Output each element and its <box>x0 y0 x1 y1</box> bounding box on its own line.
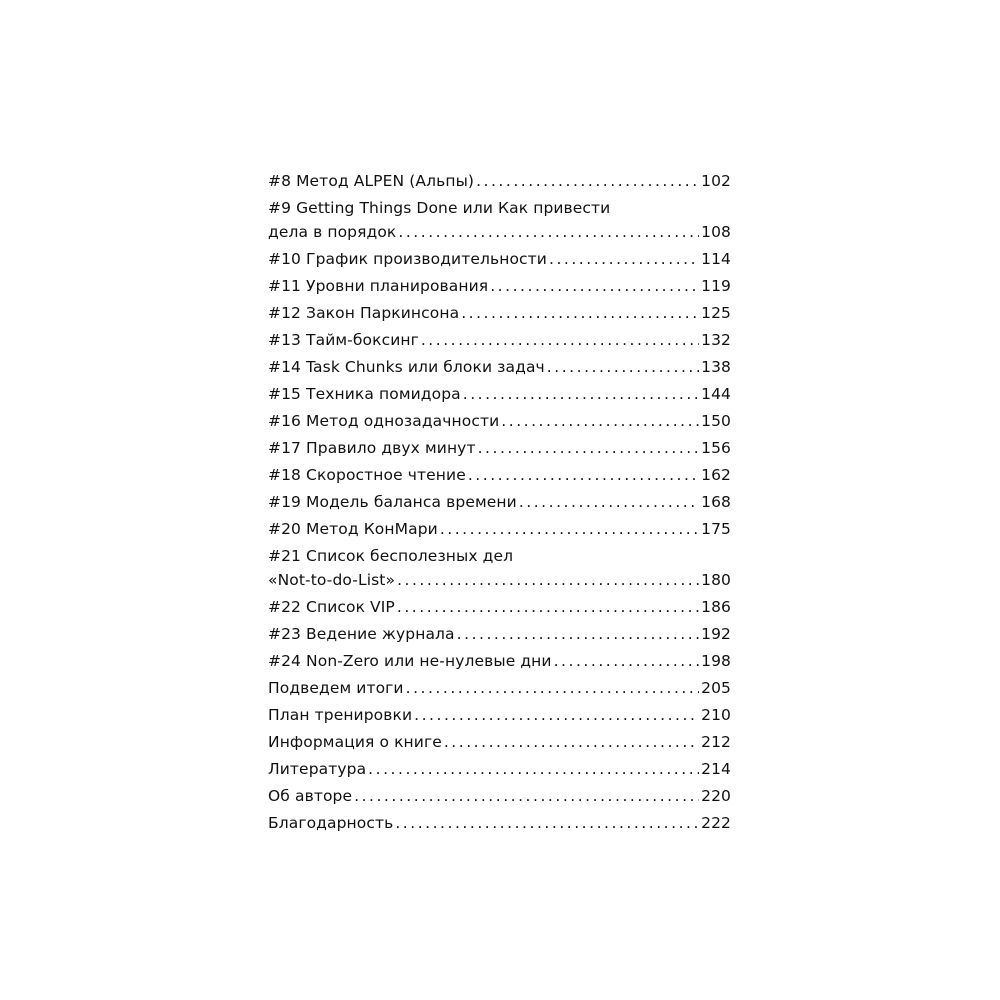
toc-entry-line <box>268 436 731 460</box>
toc-entry-line <box>268 730 731 754</box>
toc-entry-line <box>268 649 731 673</box>
toc-entry <box>268 169 731 193</box>
toc-entry-title: Подведем итоги <box>268 679 404 697</box>
toc-page-number: 108 <box>701 223 731 241</box>
toc-entry-title: #13 Тайм-боксинг <box>268 331 419 349</box>
toc-entry <box>268 274 731 298</box>
toc-entry <box>268 328 731 352</box>
toc-entry-title: Литература <box>268 760 367 778</box>
toc-entry-line <box>268 169 731 193</box>
toc-page-number: 214 <box>701 760 731 778</box>
toc-page-number: 162 <box>701 466 731 484</box>
toc-entry-title: #15 Техника помидора <box>268 385 461 403</box>
toc-entry-line <box>268 595 731 619</box>
toc-entry-line <box>268 328 731 352</box>
toc-entry-line <box>268 568 731 592</box>
toc-entry-title: #11 Уровни планирования <box>268 277 489 295</box>
dot-leader <box>397 568 699 592</box>
dot-leader <box>414 703 699 727</box>
toc-entry <box>268 676 731 700</box>
toc-entry-title: #16 Метод однозадачности <box>268 412 500 430</box>
toc-entry-title: дела в порядок <box>268 223 397 241</box>
toc-entry <box>268 811 731 835</box>
dot-leader <box>444 730 699 754</box>
toc-page-number: 102 <box>701 172 731 190</box>
toc-page-number: 180 <box>701 571 731 589</box>
toc-entry-title: Информация о книге <box>268 733 442 751</box>
toc-page-number: 198 <box>701 652 731 670</box>
toc-page-number: 114 <box>701 250 731 268</box>
toc-entry-line <box>268 703 731 727</box>
toc-entry-title: #18 Скоростное чтение <box>268 466 466 484</box>
toc-page-number: 156 <box>701 439 731 457</box>
toc-entry-line <box>268 274 731 298</box>
toc-page-number: 168 <box>701 493 731 511</box>
toc-entry-line <box>268 490 731 514</box>
toc-entry-title: #14 Task Chunks или блоки задач <box>268 358 545 376</box>
toc-page-number: 220 <box>701 787 731 805</box>
dot-leader <box>549 247 699 271</box>
toc-page-number: 210 <box>701 706 731 724</box>
dot-leader <box>463 382 699 406</box>
toc-entry <box>268 784 731 808</box>
toc-page-number: 138 <box>701 358 731 376</box>
dot-leader <box>406 676 700 700</box>
dot-leader <box>461 301 699 325</box>
toc-page-number: 119 <box>701 277 731 295</box>
toc-entry <box>268 757 731 781</box>
dot-leader <box>476 169 699 193</box>
toc-entry <box>268 382 731 406</box>
dot-leader <box>519 490 699 514</box>
toc-entry-title: #22 Список VIP <box>268 598 395 616</box>
toc-page-number: 144 <box>701 385 731 403</box>
toc-page-number: 150 <box>701 412 731 430</box>
dot-leader <box>554 649 700 673</box>
table-of-contents <box>268 169 731 838</box>
dot-leader <box>440 517 699 541</box>
toc-entry-title: #12 Закон Паркинсона <box>268 304 460 322</box>
toc-page-number: 205 <box>701 679 731 697</box>
toc-entry <box>268 622 731 646</box>
toc-entry-line <box>268 463 731 487</box>
toc-entry-line <box>268 622 731 646</box>
toc-entry-line <box>268 247 731 271</box>
toc-entry-line <box>268 355 731 379</box>
toc-entry-title: План тренировки <box>268 706 413 724</box>
toc-entry-line <box>268 676 731 700</box>
toc-page-number: 222 <box>701 814 731 832</box>
dot-leader <box>547 355 699 379</box>
toc-entry-line <box>268 811 731 835</box>
toc-entry <box>268 355 731 379</box>
toc-entry <box>268 730 731 754</box>
toc-entry <box>268 301 731 325</box>
toc-entry <box>268 544 731 592</box>
toc-entry-title: #17 Правило двух минут <box>268 439 476 457</box>
toc-entry-title: «Not-to-do-List» <box>268 571 396 589</box>
dot-leader <box>397 595 699 619</box>
dot-leader <box>478 436 700 460</box>
toc-page-number: 132 <box>701 331 731 349</box>
dot-leader <box>395 811 699 835</box>
toc-entry-line <box>268 409 731 433</box>
toc-page-number: 186 <box>701 598 731 616</box>
toc-entry-title-line: #21 Список бесполезных дел <box>268 547 514 565</box>
toc-entry <box>268 649 731 673</box>
dot-leader <box>368 757 699 781</box>
toc-page-number: 212 <box>701 733 731 751</box>
dot-leader <box>501 409 699 433</box>
toc-entry-title: Благодарность <box>268 814 394 832</box>
toc-entry-title: #24 Non-Zero или не-нулевые дни <box>268 652 552 670</box>
dot-leader <box>468 463 699 487</box>
toc-entry-title: #19 Модель баланса времени <box>268 493 517 511</box>
dot-leader <box>398 220 699 244</box>
toc-entry-line <box>268 301 731 325</box>
toc-entry <box>268 595 731 619</box>
toc-entry-line <box>268 517 731 541</box>
toc-entry <box>268 247 731 271</box>
toc-entry <box>268 490 731 514</box>
toc-page-number: 192 <box>701 625 731 643</box>
toc-entry-title: #10 График производительности <box>268 250 547 268</box>
toc-page-number: 125 <box>701 304 731 322</box>
dot-leader <box>354 784 699 808</box>
toc-entry-title: #8 Метод ALPEN (Альпы) <box>268 172 475 190</box>
toc-entry-line <box>268 784 731 808</box>
toc-entry-line <box>268 382 731 406</box>
toc-entry-title: #20 Метод КонМари <box>268 520 438 538</box>
toc-entry-line <box>268 220 731 244</box>
dot-leader <box>421 328 699 352</box>
toc-entry-line <box>268 757 731 781</box>
toc-entry <box>268 463 731 487</box>
toc-entry <box>268 703 731 727</box>
toc-entry-title: #23 Ведение журнала <box>268 625 455 643</box>
toc-entry-title-line: #9 Getting Things Done или Как привести <box>268 199 611 217</box>
toc-entry <box>268 196 731 244</box>
toc-entry-title: Об авторе <box>268 787 353 805</box>
toc-entry <box>268 409 731 433</box>
dot-leader <box>490 274 699 298</box>
toc-entry <box>268 517 731 541</box>
dot-leader <box>457 622 699 646</box>
toc-page-number: 175 <box>701 520 731 538</box>
toc-entry <box>268 436 731 460</box>
